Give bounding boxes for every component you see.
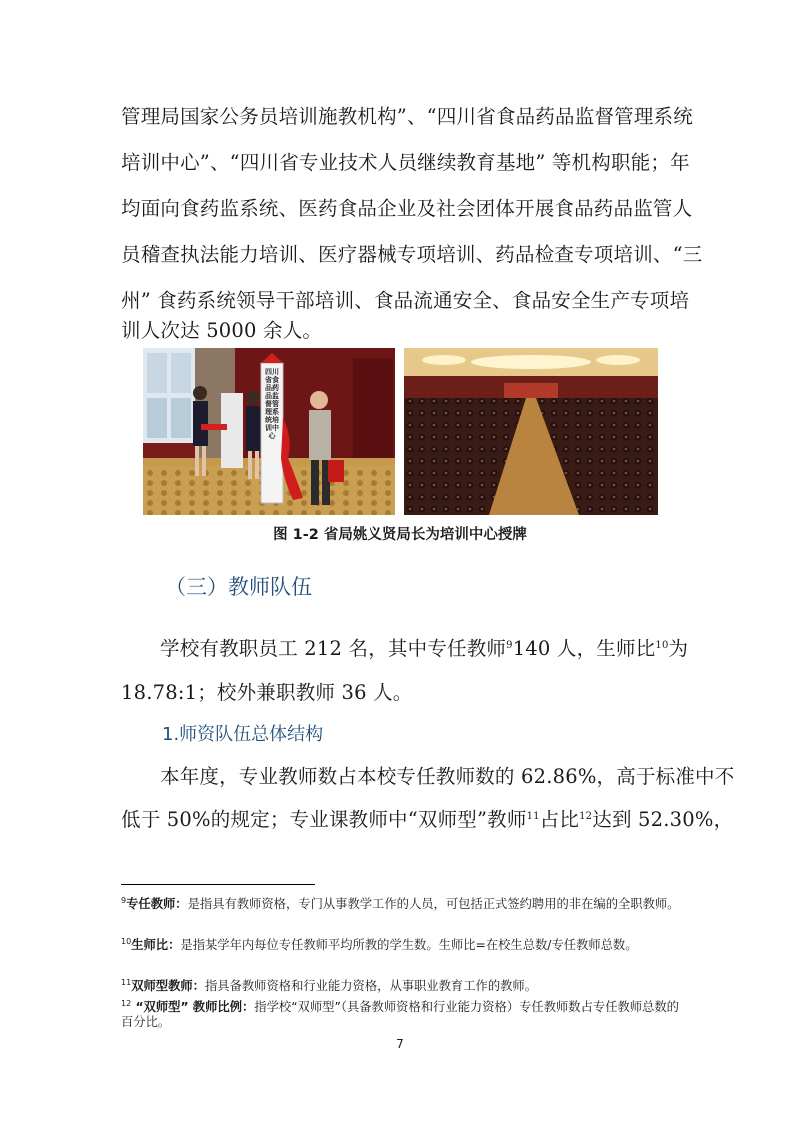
- section-heading: （三）教师队伍: [165, 575, 312, 599]
- body-text-line: 管理局国家公务员培训施教机构”、“四川省食品药品监督管理系统: [121, 105, 693, 128]
- footnote: $^{11}$双师型教师：指具备教师资格和行业能力资格，从事职业教育工作的教师。: [121, 978, 538, 993]
- body-text-line: 培训中心”、“四川省专业技术人员继续教育基地” 等机构职能；年: [121, 151, 690, 174]
- footnote: $^{10}$生师比：是指某学年内每位专任教师平均所教的学生数。生师比=在校生总数/专任教师总数。: [121, 937, 638, 952]
- auditorium-photo: [404, 348, 658, 515]
- page-number: 7: [396, 1037, 404, 1051]
- footnote-ref[interactable]: 10: [655, 640, 669, 651]
- plaque-text: 四川省食品药品监督管理系统培训中心: [265, 368, 279, 440]
- body-text-line: 训人次达 5000 余人。: [121, 319, 323, 342]
- footnote-ref[interactable]: 11: [526, 811, 540, 822]
- body-text-line: 18.78:1；校外兼职教师 36 人。: [121, 681, 413, 704]
- body-text-line: 员稽查执法能力培训、医疗器械专项培训、药品检查专项培训、“三: [121, 243, 703, 266]
- footnote-ref[interactable]: 12: [579, 811, 593, 822]
- ceremony-photo: [143, 348, 395, 515]
- subsection-heading: 1.师资队伍总体结构: [162, 724, 324, 745]
- figure-caption: 图 1-2 省局姚义贤局长为培训中心授牌: [273, 527, 527, 543]
- body-text-line: 州” 食药系统领导干部培训、食品流通安全、食品安全生产专项培: [121, 289, 690, 312]
- footnote: $^9$专任教师：是指具有教师资格，专门从事教学工作的人员，可包括正式签约聘用的非在编的全职教师。: [121, 896, 680, 911]
- body-text-line: 学校有教职员工 212 名，其中专任教师$^9$140 人，生师比$^{10}$为: [160, 637, 689, 660]
- body-text-line: 均面向食药监系统、医药食品企业及社会团体开展食品药品监管人: [121, 197, 693, 220]
- footnote-divider: [121, 884, 315, 885]
- footnote-ref[interactable]: 9: [506, 640, 513, 651]
- footnote: $^{12}$ “双师型” 教师比例：指学校“双师型”（具备教师资格和行业能力资格）专任教师数占专任教师总数的百分比。: [121, 999, 679, 1029]
- body-text-line: 本年度，专业教师数占本校专任教师数的 62.86%，高于标准中不: [160, 765, 735, 788]
- body-text-line: 低于 50%的规定；专业课教师中“双师型”教师$^{11}$占比$^{12}$达到 52.30%，: [121, 808, 734, 831]
